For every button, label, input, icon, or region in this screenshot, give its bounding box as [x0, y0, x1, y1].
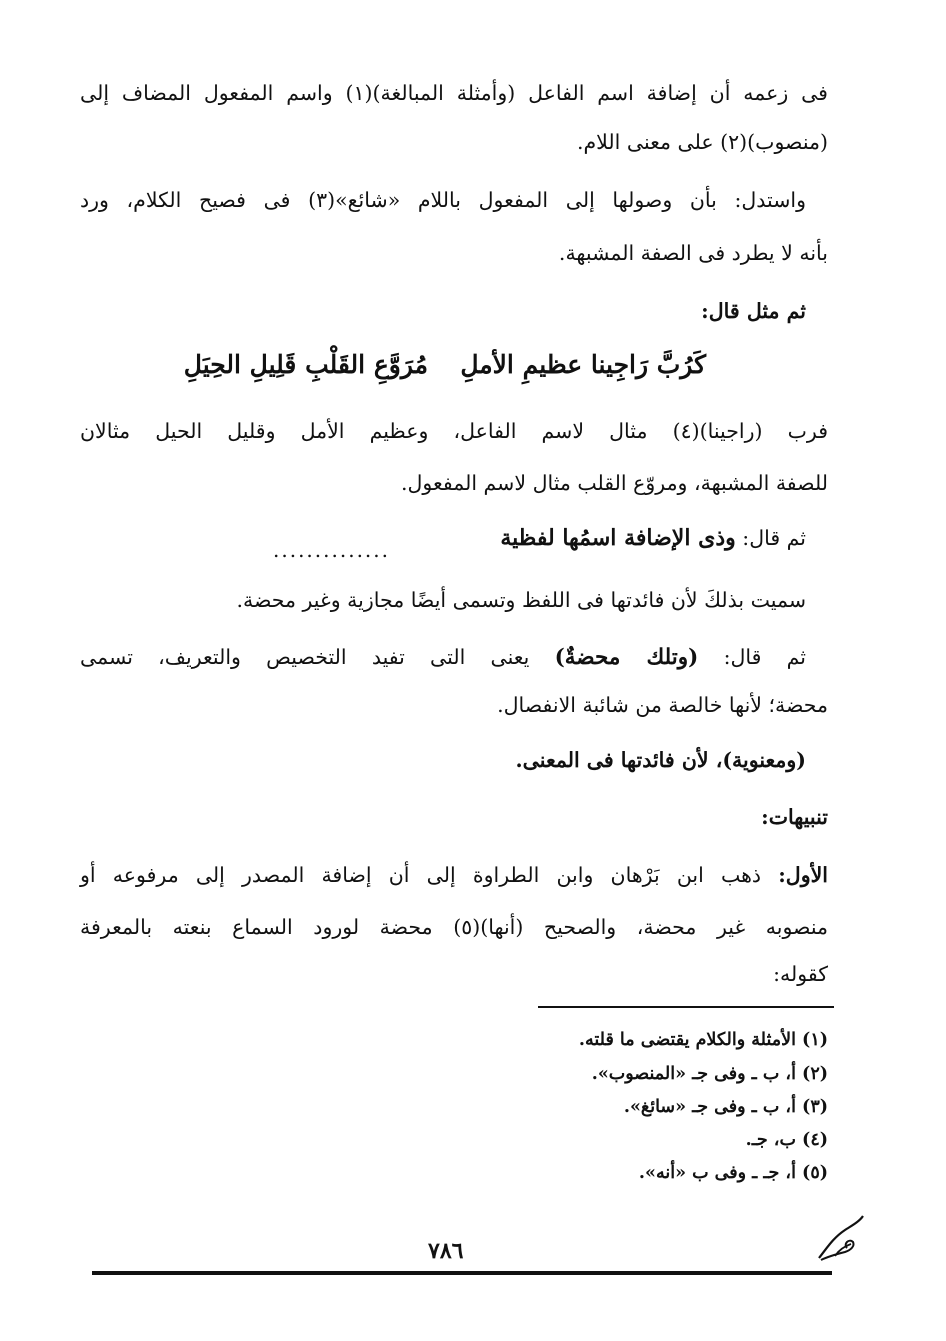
verse-first-hemistich: كَرُبَّ رَاجِينا عظيمِ الأملِ [460, 350, 706, 379]
footnote-separator [538, 1006, 834, 1008]
paragraph-7-rest: يعنى التى تفيد التخصيص والتعريف، تسمى [80, 645, 530, 669]
footnote-2: (٢) أ، ب ـ وفى جـ «المنصوب». [591, 1064, 828, 1084]
paragraph-7-line-2: محضة؛ لأنها خالصة من شائبة الانفصال. [497, 693, 828, 717]
paragraph-4-line-1: فرب (راجينا)(٤) مثال لاسم الفاعل، وعظيم الأمل وقليل الحيل مثالان [80, 419, 828, 443]
verse-second-hemistich: مُرَوَّعِ القَلْبِ قَلِيلِ الحِيَلِ [183, 350, 428, 379]
paragraph-2-line-2: بأنه لا يطرد فى الصفة المشبهة. [558, 241, 828, 265]
paragraph-1-line-2: (منصوب)(٢) على معنى اللام. [576, 130, 828, 154]
footnote-5: (٥) أ، جـ ـ وفى ب «أنه». [638, 1163, 828, 1183]
paragraph-10-rest: ذهب ابن بَرْهان وابن الطراوة إلى أن إضافة المصدر إلى مرفوعه أو [80, 863, 762, 887]
paragraph-10-line-1 [80, 861, 828, 889]
ellipsis-dots: .............. [273, 538, 391, 562]
paragraph-7-prefix: ثم قال: [723, 645, 806, 669]
handwritten-mark-icon [815, 1208, 867, 1268]
footnote-3: (٣) أ، ب ـ وفى جـ «سائغ». [623, 1097, 828, 1117]
paragraph-6: سميت بذلكَ لأن فائدتها فى اللفظ وتسمى أيضًا مجازية وغير محضة. [236, 588, 806, 612]
paragraph-10-line-3: كقوله: [773, 962, 828, 986]
paragraph-2-line-1: واستدل: بأن وصولها إلى المفعول باللام «شائع»(٣) فى فصيح الكلام، ورد [80, 188, 806, 212]
paragraph-5 [80, 524, 806, 552]
paragraph-1-line-1: فى زعمه أن إضافة اسم الفاعل (وأمثلة المبالغة)(١) واسم المفعول المضاف إلى [80, 81, 828, 105]
paragraph-4-line-2: للصفة المشبهة، ومروّع القلب مثال لاسم المفعول. [400, 471, 828, 495]
paragraph-8: (ومعنوية)، لأن فائدتها فى المعنى. [515, 748, 806, 772]
paragraph-10-line-2: منصوبه غير محضة، والصحيح (أنها)(٥) محضة لورود السماع بنعته بالمعرفة [80, 915, 828, 939]
paragraph-10-label: الأول: [778, 863, 828, 887]
paragraph-7-line-1 [80, 643, 806, 672]
footnote-4: (٤) ب، جـ. [745, 1130, 828, 1150]
paragraph-5-prefix: ثم قال: [742, 526, 806, 550]
page-number: ٧٨٦ [428, 1238, 464, 1264]
paragraph-3: ثم مثل قال: [701, 299, 806, 323]
bottom-rule [92, 1271, 832, 1275]
paragraph-7-bold: (وتلك محضةٌ) [554, 645, 699, 670]
paragraph-5-verse-fragment: وذى الإضافة اسمُها لفظية [500, 525, 736, 551]
paragraph-9-heading: تنبيهات: [761, 805, 828, 829]
footnote-1: (١) الأمثلة والكلام يقتضى ما قلته. [578, 1030, 828, 1050]
